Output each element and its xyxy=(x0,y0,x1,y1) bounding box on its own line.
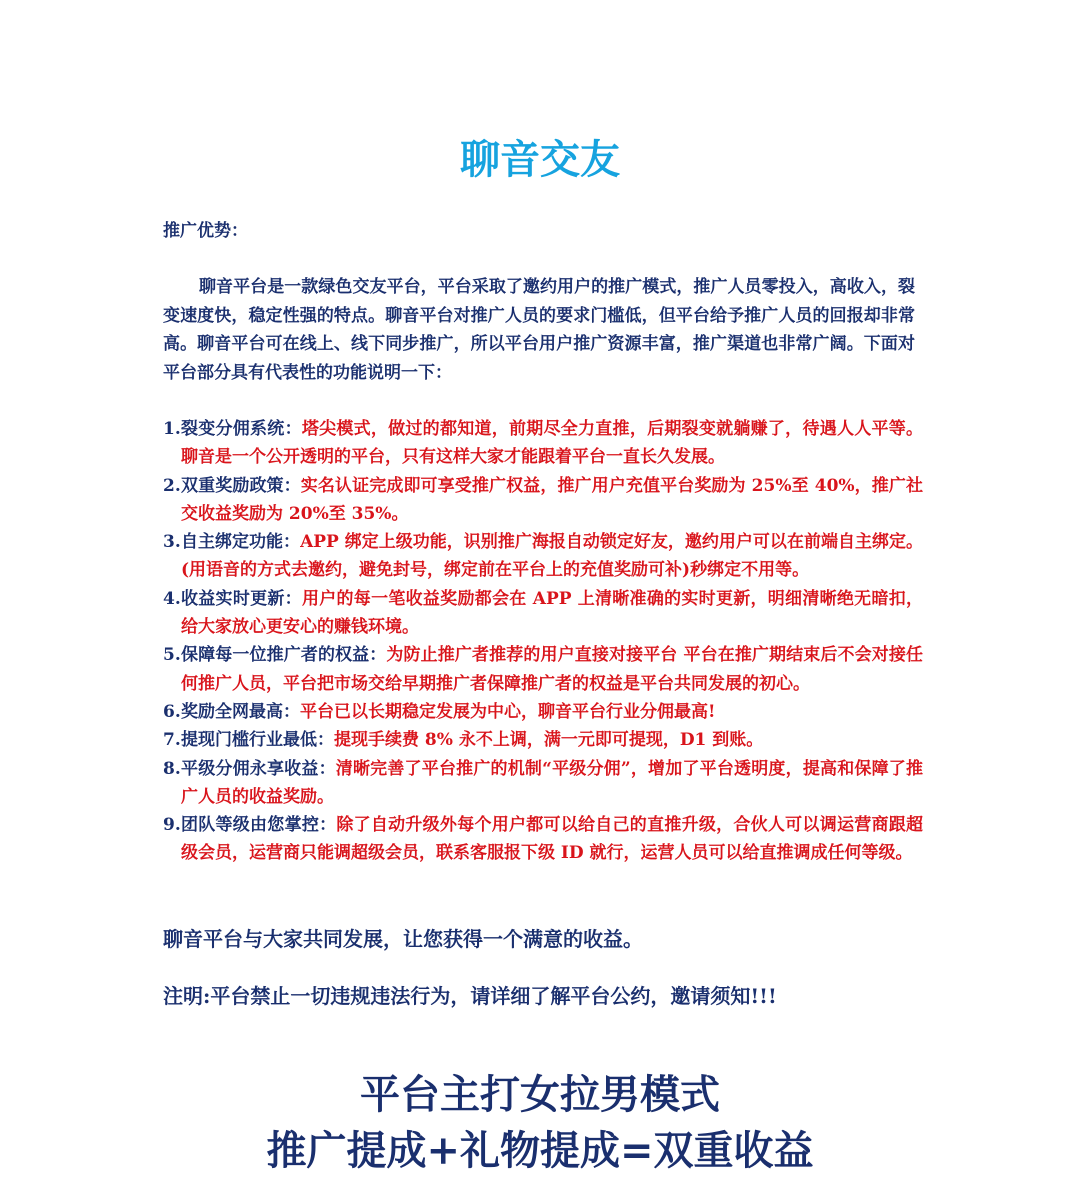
item-number: 4. xyxy=(163,588,181,609)
closing-statement: 聊音平台与大家共同发展，让您获得一个满意的收益。 xyxy=(163,927,643,951)
item-label: 裂变分佣系统： xyxy=(181,419,302,439)
item-label: 平级分佣永享收益： xyxy=(181,758,336,779)
item-description: 除了自动升级外每个用户都可以给自己的直推升级，合伙人可以调运营商跟超级会员，运营商只能调超级会员，联系客服报下级 ID 就行，运营人员可以给直推调成任何等级。 xyxy=(181,815,924,864)
item-description: 提现手续费 8% 永不上调，满一元即可提现，D1 到账。 xyxy=(334,730,764,751)
list-item xyxy=(163,472,923,529)
item-description: 平台已以长期稳定发展为中心，聊音平台行业分佣最高! xyxy=(300,701,716,722)
item-number: 3. xyxy=(163,532,181,553)
item-label: 双重奖励政策： xyxy=(181,475,301,496)
disclaimer-note: 注明:平台禁止一切违规违法行为，请详细了解平台公约，邀请须知!!! xyxy=(163,984,777,1008)
item-number: 9. xyxy=(163,815,181,836)
item-description: 实名认证完成即可享受推广权益，推广用户充值平台奖励为 25%至 40%，推广社交收益奖励为 20%至 35%。 xyxy=(181,475,923,524)
item-number: 5. xyxy=(163,645,181,666)
item-number: 1. xyxy=(163,419,181,439)
list-item xyxy=(163,726,923,754)
intro-paragraph: 聊音平台是一款绿色交友平台，平台采取了邀约用户的推广模式，推广人员零投入，高收入，裂变速度快，稳定性强的特点。聊音平台对推广人员的要求门槛低，但平台给予推广人员的回报却非常高。聊音平台可在线上、线下同步推广，所以平台用户推广资源丰富，推广渠道也非常广阔。下面对平台部分具有代表性的功能说明一下： xyxy=(163,277,915,383)
item-description: 塔尖模式，做过的都知道，前期尽全力直推，后期裂变就躺赚了，待遇人人平等。聊音是一个公开透明的平台，只有这样大家才能跟着平台一直长久发展。 xyxy=(181,419,924,468)
item-number: 7. xyxy=(163,730,181,751)
section-heading: 推广优势： xyxy=(163,221,248,241)
item-number: 8. xyxy=(163,758,181,779)
feature-list xyxy=(163,415,923,868)
item-number: 6. xyxy=(163,701,181,722)
item-description: 清晰完善了平台推广的机制“平级分佣”，增加了平台透明度，提高和保障了推广人员的收益奖励。 xyxy=(181,758,923,807)
item-description: APP 绑定上级功能，识别推广海报自动锁定好友，邀约用户可以在前端自主绑定。(用语音的方式去邀约，避免封号，绑定前在平台上的充值奖励可补)秒绑定不用等。 xyxy=(181,532,923,581)
list-item xyxy=(163,641,923,698)
list-item xyxy=(163,415,923,472)
item-number: 2. xyxy=(163,475,181,496)
item-label: 团队等级由您掌控： xyxy=(181,815,337,836)
item-description: 为防止推广者推荐的用户直接对接平台 平台在推广期结束后不会对接任何推广人员，平台把市场交给早期推广者保障推广者的权益是平台共同发展的初心。 xyxy=(181,645,923,694)
item-label: 自主绑定功能： xyxy=(181,532,301,553)
item-description: 用户的每一笔收益奖励都会在 APP 上清晰准确的实时更新，明细清晰绝无暗扣，给大家放心更安心的赚钱环境。 xyxy=(181,588,924,638)
item-label: 保障每一位推广者的权益： xyxy=(181,645,387,666)
slogan-line-1: 平台主打女拉男模式 xyxy=(360,1071,720,1118)
list-item xyxy=(163,755,923,812)
list-item xyxy=(163,528,923,585)
item-label: 奖励全网最高： xyxy=(181,701,300,722)
document-title: 聊音交友 xyxy=(460,136,620,183)
list-item xyxy=(163,698,923,726)
slogan-line-2: 推广提成+礼物提成=双重收益 xyxy=(266,1127,814,1174)
list-item xyxy=(163,585,923,642)
item-label: 提现门槛行业最低： xyxy=(181,730,334,751)
list-item xyxy=(163,811,923,868)
item-label: 收益实时更新： xyxy=(181,588,302,609)
